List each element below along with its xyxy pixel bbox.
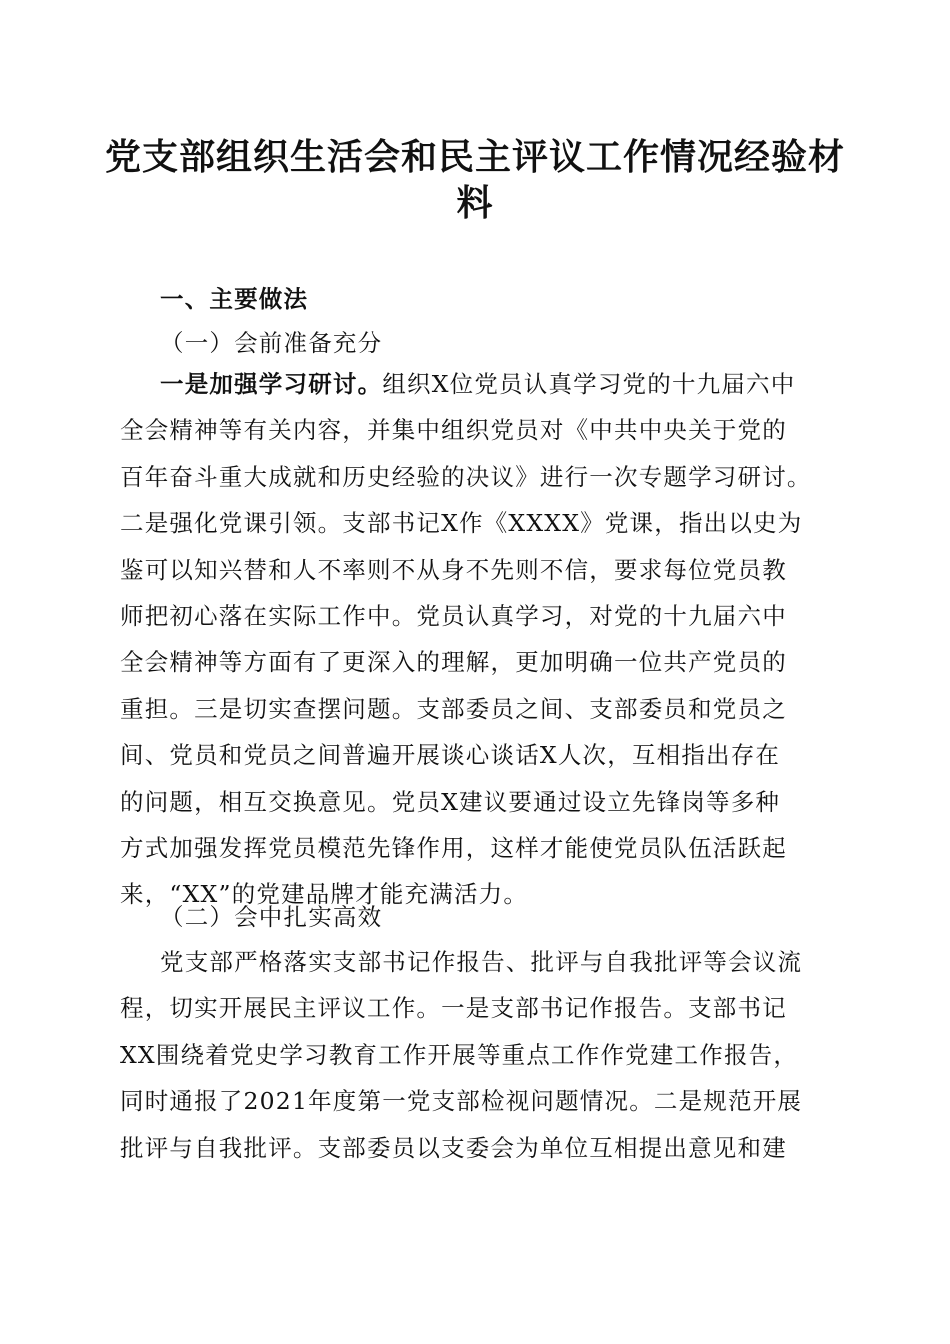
paragraph-line: 党支部严格落实支部书记作报告、批评与自我批评等会议流 — [160, 948, 803, 976]
paragraph-line: 同时通报了2021年度第一党支部检视问题情况。二是规范开展 — [120, 1087, 803, 1116]
paragraph-line — [120, 361, 832, 407]
paragraph-line: 的问题，相互交换意见。党员X建议要通过设立先锋岗等多种 — [120, 787, 781, 816]
section-heading-main-practices: 一、主要做法 — [160, 285, 309, 313]
paragraph-line-text: 组织X位党员认真学习党的十九届六中 — [382, 370, 796, 398]
paragraph-line: 全会精神等有关内容，并集中组织党员对《中共中央关于党的 — [120, 416, 787, 445]
paragraph-line: XX围绕着党史学习教育工作开展等重点工作作党建工作报告， — [120, 1040, 799, 1069]
paragraph-line: 批评与自我批评。支部委员以支委会为单位互相提出意见和建 — [120, 1133, 787, 1162]
paragraph-meeting — [120, 939, 832, 1171]
paragraph-line: 来，“XX”的党建品牌才能充满活力。 — [120, 880, 529, 909]
paragraph-line: 间、党员和党员之间普遍开展谈心谈话X人次，互相指出存在 — [120, 741, 781, 770]
subsection-heading-meeting: （二）会中扎实高效 — [160, 903, 383, 931]
paragraph-line: 重担。三是切实查摆问题。支部委员之间、支部委员和党员之 — [120, 694, 787, 723]
paragraph-lead: 一是加强学习研讨。 — [160, 370, 383, 398]
paragraph-line: 全会精神等方面有了更深入的理解，更加明确一位共产党员的 — [120, 648, 787, 677]
paragraph-preparation — [120, 361, 832, 918]
subsection-heading-preparation: （一）会前准备充分 — [160, 329, 383, 357]
paragraph-line: 百年奋斗重大成就和历史经验的决议》进行一次专题学习研讨。 — [120, 462, 812, 491]
paragraph-line: 鉴可以知兴替和人不率则不从身不先则不信，要求每位党员教 — [120, 555, 787, 584]
paragraph-line: 程，切实开展民主评议工作。一是支部书记作报告。支部书记 — [120, 994, 787, 1023]
paragraph-line: 方式加强发挥党员模范先锋作用，这样才能使党员队伍活跃起 — [120, 834, 787, 863]
paragraph-line: 师把初心落在实际工作中。党员认真学习，对党的十九届六中 — [120, 602, 787, 631]
document-title: 党支部组织生活会和民主评议工作情况经验材料 — [104, 136, 845, 224]
paragraph-line: 二是强化党课引领。支部书记X作《XXXX》党课，指出以史为 — [120, 509, 803, 538]
